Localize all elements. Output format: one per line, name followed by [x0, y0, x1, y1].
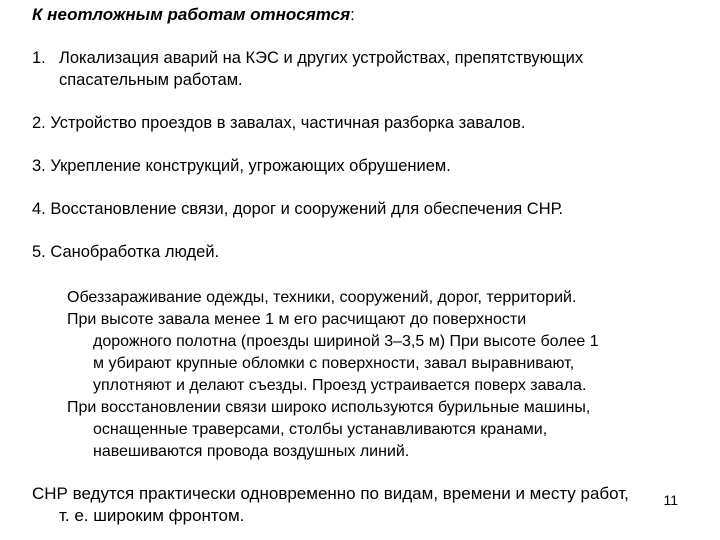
detail-line-2: При высоте завала менее 1 м его расчищают до поверхности	[67, 311, 527, 328]
closing-line-2: т. е. широким фронтом.	[59, 506, 245, 525]
closing-line-1: СНР ведутся практически одновременно по видам, времени и месту работ,	[32, 484, 629, 503]
detail-line-8: навешиваются провода воздушных линий.	[93, 443, 410, 460]
detail-line-3: дорожного полотна (проезды шириной 3–3,5 м) При высоте более 1	[93, 333, 599, 350]
list-item-1-line-1: Локализация аварий на КЭС и других устройствах, препятствующих	[59, 49, 584, 67]
list-item-3: 3. Укрепление конструкций, угрожающих обрушением.	[32, 157, 451, 175]
slide-title	[32, 6, 355, 23]
list-item-1-line-2: спасательным работам.	[59, 71, 243, 89]
detail-line-6: При восстановлении связи широко используются бурильные машины,	[67, 399, 591, 416]
slide-number: 11	[663, 492, 678, 508]
list-item-2: 2. Устройство проездов в завалах, частичная разборка завалов.	[32, 114, 526, 132]
slide-title-colon: :	[350, 5, 355, 24]
detail-line-1: Обеззараживание одежды, техники, сооружений, дорог, территорий.	[67, 289, 577, 306]
detail-line-4: м убирают крупные обломки с поверхности, завал выравнивают,	[93, 355, 575, 372]
detail-line-7: оснащенные траверсами, столбы устанавливаются кранами,	[93, 421, 548, 438]
slide-title-lead: К неотложным работам относятся	[32, 5, 351, 24]
list-item-1-marker: 1.	[32, 49, 46, 67]
list-item-5: 5. Санобработка людей.	[32, 243, 220, 261]
detail-line-5: уплотняют и делают съезды. Проезд устраивается поверх завала.	[93, 377, 587, 394]
list-item-4: 4. Восстановление связи, дорог и сооружений для обеспечения СНР.	[32, 200, 564, 218]
